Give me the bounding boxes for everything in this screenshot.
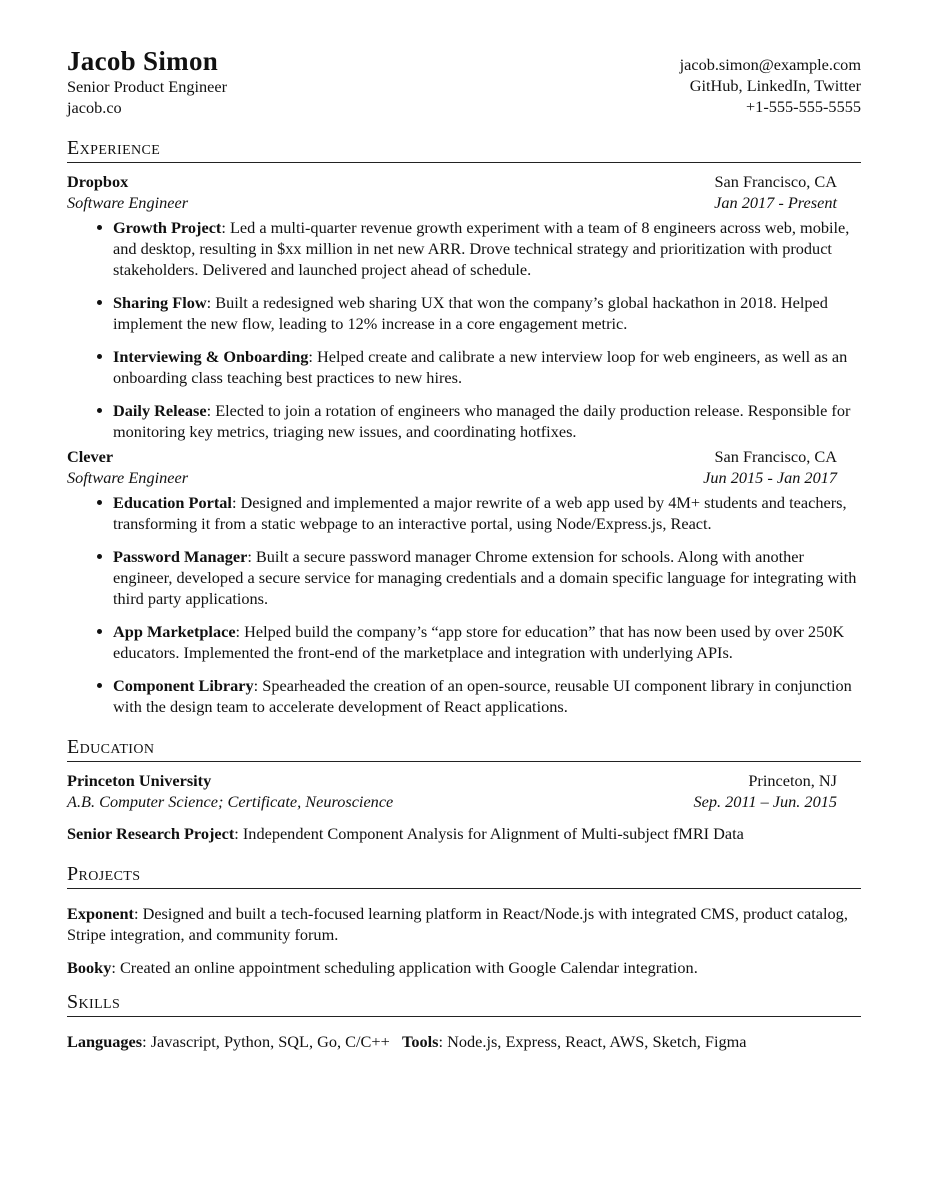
company: Dropbox: [67, 172, 129, 191]
project-text: : Created an online appointment scheduling application with Google Calendar integration.: [111, 958, 698, 977]
bullet-text: : Helped build the company’s “app store for education” that has now been used by over 250K educators. Implemented the front-end of the marketplace and integration with underlying APIs.: [113, 622, 845, 662]
bullet-item: [113, 675, 861, 717]
project-title: Exponent: [67, 904, 134, 923]
job-location: San Francisco, CA: [714, 447, 837, 466]
project-text: : Designed and built a tech-focused learning platform in React/Node.js with integrated CMS, product catalog, Stripe integration, and community forum.: [67, 904, 848, 944]
job-dates: Jun 2015 - Jan 2017: [703, 468, 837, 487]
resume: [67, 46, 861, 1052]
skills-line: [67, 1031, 861, 1052]
bullet-item: [113, 621, 861, 663]
role: Software Engineer: [67, 468, 189, 487]
job-dates: Jan 2017 - Present: [714, 193, 837, 212]
job-entry: [67, 446, 861, 717]
school-location: Princeton, NJ: [748, 771, 837, 790]
school: Princeton University: [67, 771, 212, 790]
company: Clever: [67, 447, 114, 466]
bullet-text: : Built a secure password manager Chrome extension for schools. Along with another engineer, developed a secure service for managing credentials and a domain specific language for integrating with third party applications.: [113, 547, 857, 608]
phone: +1-555-555-5555: [746, 97, 861, 116]
section-heading-education: Education: [67, 735, 861, 762]
projects-list: [67, 903, 861, 978]
bullet-title: Daily Release: [113, 401, 207, 420]
job-bullets: [67, 492, 861, 717]
job-bullets: [67, 217, 861, 442]
bullet-item: [113, 292, 861, 334]
section-heading-skills: Skills: [67, 990, 861, 1017]
bullet-item: [113, 346, 861, 388]
website-link[interactable]: jacob.co: [67, 98, 122, 117]
degree: A.B. Computer Science; Certificate, Neuroscience: [67, 792, 394, 811]
bullet-item: [113, 546, 861, 609]
education-entry: [67, 770, 861, 844]
bullet-item: [113, 400, 861, 442]
project-title: Booky: [67, 958, 112, 977]
job-title: Senior Product Engineer: [67, 77, 228, 96]
bullet-text: : Built a redesigned web sharing UX that won the company’s global hackathon in 2018. Helped implement the new flow, leading to 12% increase in a core engagement metric.: [113, 293, 828, 333]
languages-label: Languages: [67, 1032, 143, 1051]
bullet-title: Component Library: [113, 676, 254, 695]
job-entry: [67, 171, 861, 442]
bullet-title: Education Portal: [113, 493, 232, 512]
bullet-item: [113, 217, 861, 280]
bullet-text: : Led a multi-quarter revenue growth experiment with a team of 8 engineers across web, mobile, and desktop, resulting in $xx million in net new ARR. Drove technical strategy and prioritization with product stakeholders. Delivered and launched project ahead of schedule.: [113, 218, 850, 279]
education-dates: Sep. 2011 – Jun. 2015: [693, 792, 837, 811]
tools-label: Tools: [402, 1032, 439, 1051]
email-link[interactable]: jacob.simon@example.com: [679, 55, 861, 74]
bullet-text: : Spearheaded the creation of an open-source, reusable UI component library in conjunction with the design team to accelerate development of React applications.: [113, 676, 852, 716]
tools: : Node.js, Express, React, AWS, Sketch, Figma: [438, 1032, 747, 1051]
bullet-title: App Marketplace: [113, 622, 236, 641]
bullet-text: : Elected to join a rotation of engineers who managed the daily production release. Responsible for monitoring key metrics, triaging new issues, and coordinating hotfixes.: [113, 401, 851, 441]
section-heading-experience: Experience: [67, 136, 861, 163]
bullet-title: Interviewing & Onboarding: [113, 347, 309, 366]
bullet-item: [113, 492, 861, 534]
research-text: : Independent Component Analysis for Alignment of Multi-subject fMRI Data: [234, 824, 744, 843]
project-item: [67, 957, 861, 978]
bullet-title: Password Manager: [113, 547, 248, 566]
languages: : Javascript, Python, SQL, Go, C/C++: [142, 1032, 390, 1051]
resume-header: [67, 46, 861, 118]
experience-list: [67, 171, 861, 717]
bullet-title: Growth Project: [113, 218, 222, 237]
job-location: San Francisco, CA: [714, 172, 837, 191]
bullet-text: : Helped create and calibrate a new interview loop for web engineers, as well as an onboarding class teaching best practices to new hires.: [113, 347, 848, 387]
section-heading-projects: Projects: [67, 862, 861, 889]
bullet-title: Sharing Flow: [113, 293, 207, 312]
project-item: [67, 903, 861, 945]
name: Jacob Simon: [67, 46, 219, 76]
social-links[interactable]: GitHub, LinkedIn, Twitter: [689, 76, 861, 95]
research-title: Senior Research Project: [67, 824, 235, 843]
role: Software Engineer: [67, 193, 189, 212]
bullet-text: : Designed and implemented a major rewrite of a web app used by 4M+ students and teachers, transforming it from a static webpage to an interactive portal, using Node/Express.js, React.: [113, 493, 847, 533]
